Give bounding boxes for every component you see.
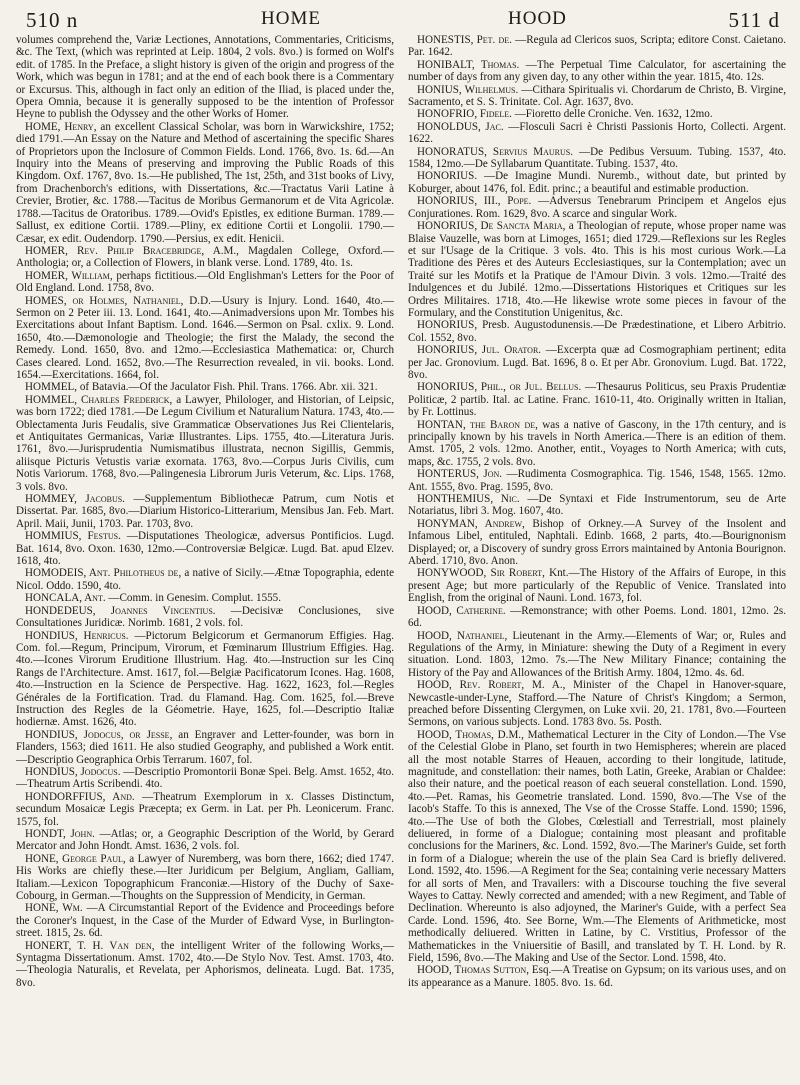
entry-text: an Engraver and Letter-founder, was born in Flanders, 1563; died 1611. He also studied Geography, and published a Work entit.—Descriptio Geographica Orbis Terrarum. 1607, fol. bbox=[16, 728, 394, 766]
entry-text: —Flosculi Sacri è Christi Passionis Horto, Collecti. Argent. 1622. bbox=[408, 120, 786, 146]
dictionary-entry bbox=[408, 419, 786, 469]
entry-heading: HONORIUS, Jul. Orator. bbox=[417, 344, 542, 357]
entry-text: —Thesaurus Politicus, seu Praxis Prudentiæ Politicæ, 2 partib. Ital. ac Latine. Franc. 1610-11, 4to. Originally written in Italian, by Fr. Lottinus. bbox=[408, 381, 786, 419]
entry-heading: HONORIUS, De Sancta Maria, bbox=[417, 220, 566, 233]
entry-heading: HONDORFFIUS, And. bbox=[25, 790, 135, 803]
dictionary-entry bbox=[408, 381, 786, 418]
dictionary-entry bbox=[408, 493, 786, 518]
entry-heading: HOOD, Catherine. bbox=[417, 604, 506, 617]
entry-heading: HONTHEMIUS, Nic. bbox=[417, 493, 520, 506]
entry-heading: HONDIUS, Jodocus. bbox=[25, 765, 121, 778]
entry-text: —Atlas; or, a Geographic Description of the World, by Gerard Mercator and John Hondt. Amst. 1636, 2 vols. fol. bbox=[16, 828, 395, 853]
dictionary-entry bbox=[16, 530, 394, 567]
dictionary-entry bbox=[408, 679, 786, 729]
dictionary-entry bbox=[408, 195, 786, 220]
entry-heading: HONE, Wm. bbox=[25, 902, 83, 915]
entry-text: D.D.—Usury is Injury. Lond. 1640, 4to.—Sermon on 2 Peter iii. 13. Lond. 1641, 4to.—Animadversions upon Mr. Tombes his Exercitations about Infant Baptism. Lond. 1646.—Sermon on Psal. cxlix. 9. Lond. 1650, 4to.—Dæmonologie and Theologie; the first the Malady, the second the Remedy. Lond. 1650, 8vo. and 12mo.—Ecclesiastica Mathematica: or, Church Cases cleared. Lond. 1652, 8vo.—The Resurrection revealed, in vii. books. Lond. 1654.—Exercitations. 1664, fol. bbox=[16, 294, 394, 381]
dictionary-entry bbox=[16, 940, 394, 990]
dictionary-entry bbox=[408, 146, 786, 171]
entry-heading: HOMODEIS, Ant. Philotheus de, bbox=[25, 567, 182, 580]
entry-heading: HONORIUS, Phil., or Jul. Bellus. bbox=[417, 381, 582, 394]
entry-heading: HONCALA, Ant. bbox=[25, 592, 106, 605]
dictionary-entry bbox=[16, 853, 394, 903]
entry-heading: HOMES, or Holmes, Nathaniel, bbox=[25, 294, 184, 307]
entry-heading: HONDT, John. bbox=[25, 828, 95, 840]
entry-heading: HOOD, Rev. Robert, bbox=[417, 679, 525, 692]
entry-text: —Rudimenta Cosmographica. Tig. 1546, 1548, 1565. 12mo. Ant. 1555, 8vo. Prag. 1595, 8vo. bbox=[408, 468, 786, 493]
page-number-left: 510 n bbox=[26, 8, 79, 32]
dictionary-entry bbox=[408, 605, 786, 630]
entry-text: Bishop of Orkney.—A Survey of the Insolent and Infamous Libel, entituled, Naphtali. Edinb. 1668, 2 parts, 4to.—Bourignonism Displayed; or, a Discovery of sundry gross Errors maintained by Antonia Bourignon. Aberd. 1710, 8vo. Anon. bbox=[408, 517, 786, 568]
entry-text: was a native of Gascony, in the 17th century, and is principally known by his travels in North America.—There is an edition of them. Amst. 1705, 2 vols. 12mo. Another, entit., Voyages to North America; with cuts, maps, &c. 1755, 2 vols. 8vo. bbox=[408, 418, 786, 468]
dictionary-entry bbox=[16, 394, 394, 493]
running-head-left: HOME bbox=[261, 8, 321, 29]
entry-text: a Lawyer of Nuremberg, was born there, 1662; died 1747. His Works are chiefly these.—Iter Juridicum per Belgium, Angliam, Galliam, Italiam.—Lexicon Topographicum Franconiæ.—History of the Duchy of Saxe-Cobourg, in German.—Thoughts on the Suppression of Mendicity, in German. bbox=[16, 852, 394, 903]
entry-text: Lieutenant in the Army.—Elements of War; or, Rules and Regulations of the Army, in Miniature: shewing the Duty of a Regiment in every situation. Lond. 1803, 12mo. 7s.—The New Military Finance; containing the History of the Pay and Allowances of the British Army. 1804, 12mo. 4s. 6d. bbox=[408, 629, 786, 679]
entry-heading: HONTERUS, Jon. bbox=[417, 468, 503, 481]
dictionary-entry bbox=[16, 902, 394, 939]
dictionary-entry bbox=[16, 567, 394, 592]
entry-text: —Fioretto delle Croniche. Ven. 1632, 12mo. bbox=[514, 108, 713, 121]
entry-heading: HOOD, Thomas, bbox=[417, 728, 494, 741]
entry-text: —Supplementum Bibliothecæ Patrum, cum Notis et Dissertat. Par. 1685, 8vo.—Diarium Historico-Litterarium, Mensibus Jan. Feb. Mart. April. Maii, Junii, 1703. Par. 1703, 8vo. bbox=[16, 493, 395, 530]
entry-heading: HONTAN, the Baron de, bbox=[417, 418, 538, 431]
dictionary-entry bbox=[16, 121, 394, 245]
dictionary-entry bbox=[408, 121, 786, 146]
dictionary-entry bbox=[408, 518, 786, 568]
entry-heading: HOMMEL, bbox=[25, 381, 78, 394]
entry-text: the intelligent Writer of the following Works,—Syntagma Dissertationum. Amst. 1702, 4to.—De Stylo Nov. Test. Amst. 1703, 4to.—Theologia Naturalis, et Revelata, per Aphorismos, delineata. Lugd. Bat. 1735, 8vo. bbox=[16, 939, 394, 989]
entry-text: Knt.—The History of the Affairs of Europe, in this present Age; but more particularly of the Republic of Venice. Translated into English, from the original of Nauni. Lond. 1673, fol. bbox=[408, 567, 786, 605]
dictionary-entry bbox=[408, 34, 786, 59]
dictionary-entry bbox=[16, 295, 394, 382]
dictionary-entry bbox=[408, 170, 786, 195]
dictionary-entry bbox=[16, 381, 394, 393]
dictionary-entry bbox=[16, 245, 394, 270]
entry-text: —Pictorum Belgicorum et Germanorum Effigies. Hag. Com. fol.—Regum, Principum, Virorum, et Fœminarum Illustrium Effigies. Hag. 4to.—Icones Virorum Eruditione Illustrium. Hag. 4to.—Instruction sur les Cinq Rangs de l'Architecture. Amst. 1617, fol.—Belgiæ Pacificatorum Icones. Hag. 1608, 4to.—Instruction en la Science de Perspective. Hag. 1622, 1623, fol.—Regles Générales de la Fortification. Trad. du Flamand. Hag. Com. 1625, fol.—Breve Instruction des Regles de la Géometrie. Haye, 1625, fol.—Descriptio Italiæ hodiernæ. Amst. 1626, 4to. bbox=[16, 629, 394, 729]
right-column bbox=[408, 34, 786, 989]
entry-heading: HONESTIS, Pet. de. bbox=[417, 34, 512, 46]
dictionary-entry bbox=[16, 791, 394, 828]
dictionary-entry bbox=[16, 605, 394, 630]
dictionary-entry bbox=[408, 964, 786, 989]
entry-heading: HONIBALT, Thomas. bbox=[417, 58, 520, 71]
entry-text: —Decisivæ Conclusiones, sive Consultationes Juridicæ. Norimb. 1681, 2 vols. fol. bbox=[16, 604, 395, 630]
dictionary-entry bbox=[16, 493, 394, 530]
dictionary-entry bbox=[408, 220, 786, 319]
entry-text: Esq.—A Treatise on Gypsum; on its various uses, and on its appearance as a Manure. 1805. 8vo. 1s. 6d. bbox=[408, 964, 787, 989]
dictionary-entry bbox=[408, 729, 786, 965]
dictionary-entry bbox=[408, 84, 786, 109]
entry-heading: HONE, George Paul, bbox=[25, 852, 126, 865]
entry-heading: HONORIUS. bbox=[417, 170, 478, 183]
entry-heading: HOMER, Rev. Philip Bracebridge, bbox=[25, 244, 205, 257]
dictionary-entry bbox=[16, 729, 394, 766]
left-column bbox=[16, 34, 394, 989]
entry-heading: HONORATUS, Servius Maurus. bbox=[417, 145, 574, 158]
entry-text: —Theatrum Exemplorum in x. Classes Distinctum, secundum Mosaicæ Legis Præcepta; ex Germ. in Lat. per Ph. Leonicerum. Franc. 1575, fol. bbox=[16, 790, 394, 828]
dictionary-entry bbox=[408, 630, 786, 680]
dictionary-entry bbox=[16, 34, 394, 121]
entry-text: —Adversus Tenebrarum Principem et Angelos ejus Conjurationes. Rom. 1629, 8vo. A scarce and singular Work. bbox=[408, 195, 787, 220]
dictionary-entry bbox=[16, 766, 394, 791]
entry-heading: HOMMIUS, Festus. bbox=[25, 530, 121, 543]
dictionary-entry bbox=[408, 468, 786, 493]
dictionary-entry bbox=[16, 592, 394, 604]
dictionary-entry bbox=[16, 828, 394, 853]
entry-text: perhaps fictitious.—Old Englishman's Letters for the Poor of Old England. Lond. 1758, 8vo. bbox=[16, 269, 394, 295]
entry-text: —A Circumstantial Report of the Evidence and Proceedings before the Coroner's Inquest, in the Case of the Murder of Edward Vyse, in Burlington-street. 1815, 2s. 6d. bbox=[16, 902, 395, 940]
entry-heading: HOMMEL, Charles Frederick, bbox=[25, 393, 173, 406]
entry-heading: HONDIUS, Jodocus, or Jesse, bbox=[25, 728, 173, 741]
entry-heading: HONIUS, Wilhelmus. bbox=[417, 83, 519, 96]
dictionary-entry bbox=[408, 108, 786, 120]
entry-text: M. A., Minister of the Chapel in Hanover-square, Newcastle-under-Lyne, Stafford.—The Nature of Christ's Kingdom; a Sermon, preached before Dissenting Clergymen, on Luke xvii. 20, 21. 1781, 8vo.—Fourteen Sermons, on various subjects. Lond. 1783 8vo. 5s. Posth. bbox=[408, 679, 786, 729]
entry-text: —Descriptio Promontorii Bonæ Spei. Belg. Amst. 1652, 4to.—Theatrum Artis Scribendi. 4to. bbox=[16, 765, 394, 791]
dictionary-entry bbox=[408, 344, 786, 381]
entry-heading: HONORIUS, III., Pope. bbox=[417, 195, 532, 208]
entry-text: —Excerpta quæ ad Cosmographiam pertinent; edita per Jac. Gronovium. Lugd. Bat. 1696, 8 o. Et per Abr. Gronovium. Lugd. Bat. 1722, 8vo. bbox=[408, 344, 787, 381]
entry-heading: HOME, Henry, bbox=[25, 120, 97, 133]
entry-heading: HONYWOOD, Sir Robert, bbox=[417, 567, 545, 580]
entry-text: A.M., Magdalen College, Oxford.—Anthologia; or, a Collection of Flowers, in blank verse. Lond. 1789, 4to. 1s. bbox=[16, 244, 394, 270]
entry-heading: HONORIUS, bbox=[417, 319, 478, 332]
entry-text: —De Pedibus Versuum. Tubing. 1537, 4to. 1584, 12mo.—De Syllabarum Quantitate. Tubing. 1537, 4to. bbox=[408, 145, 786, 171]
entry-heading: HONOFRIO, Fidele. bbox=[417, 108, 512, 121]
dictionary-entry bbox=[16, 630, 394, 729]
entry-text: —The Perpetual Time Calculator, for ascertaining the number of days from any given day, to any other within the year. 1815, 4to. 12s. bbox=[408, 58, 786, 84]
entry-text: —Regula ad Clericos suos, Scripta; editore Const. Caietano. Par. 1642. bbox=[408, 34, 786, 59]
entry-heading: HONDEDEUS, Joannes Vincentius. bbox=[25, 604, 216, 617]
entry-text: —Disputationes Theologicæ, adversus Pontificios. Lugd. Bat. 1614, 8vo. Oxon. 1630, 12mo.—Controversiæ Belgicæ. Lugd. Bat. apud Elzev. 1618, 4to. bbox=[16, 530, 394, 568]
entry-heading: HONDIUS, Henricus. bbox=[25, 629, 129, 642]
running-head-right: HOOD bbox=[508, 8, 567, 29]
entry-text: a Theologian of repute, whose proper name was Blaise Vauzelle, was born at Limoges, 1651; died 1729.—Reflexions sur les Regles et sur l'Usage de la Critique. 3 vols. 4to. This is his most curious Work.—La Traditione des Pères et des Auteurs Ecclesiastiques, sur la Contemplation; avec un Traité sur les Motifs et la Pratique de l'Amour Divin. 3 vols. 12mo.—Traité des Indulgences et du Jubilé. 12mo.—Dissertations Historiques et Critiques sur les Ordres Militaires. 1718, 4to.—He likewise wrote some pieces in favour of the Formulary, and the Constitution Unigenitus, &c. bbox=[408, 220, 786, 319]
entry-text: —De Syntaxi et Fide Instrumentorum, seu de Arte Notariatus, libri 3. Mog. 1607, 4to. bbox=[408, 493, 786, 518]
entry-text: an excellent Classical Scholar, was born in Warwickshire, 1752; died 1791.—An Essay on the Nature and Method of ascertaining the specific Shares of Proprietors upon the Inclosure of Common Fields. Lond. 1766, 8vo. 1s. 6d.—An Inquiry into the Means of preserving and improving the Public Roads of this Kingdom. Oxf. 1767, 8vo. 1s.—He published, The 1st, 25th, and 31st books of Livy, from Drachenborch's editions, with Dissertations, &c.—Tractatus Varii Latine à Crevier, Brotier, &c. 1788.—Tacitus de Moribus Germanorum et de Vita Agricolæ. 1788.—Tacitus de Oratoribus. 1789.—Ovid's Epistles, ex editione Burman. 1789.—Sallust, ex editione Cortii. 1789.—Pliny, ex editione Cortii et Longolii. 1790.—Cæsar, ex edit. Oudendorp. 1790.—Persius, ex edit. Henicii. bbox=[16, 120, 394, 245]
dictionary-entry bbox=[408, 567, 786, 604]
text-columns bbox=[16, 34, 786, 989]
entry-text: of Batavia.—Of the Jaculator Fish. Phil. Trans. 1766. Abr. xii. 321. bbox=[79, 381, 378, 394]
entry-heading: HOOD, Nathaniel, bbox=[417, 629, 508, 642]
entry-heading: HONOLDUS, Jac. bbox=[417, 120, 504, 133]
entry-text: —Comm. in Genesim. Complut. 1555. bbox=[108, 592, 281, 605]
running-header bbox=[16, 6, 786, 34]
dictionary-entry bbox=[16, 270, 394, 295]
entry-text: Presb. Augustodunensis.—De Prædestinatione, et Libero Arbitrio. Col. 1552, 8vo. bbox=[408, 319, 786, 344]
entry-text: a native of Sicily.—Ætnæ Topographia, edente Nicol. Oddo. 1590, 4to. bbox=[16, 567, 394, 592]
dictionary-entry bbox=[408, 319, 786, 344]
entry-text: —De Imagine Mundi. Nuremb., without date, but printed by Koburger, about 1476, fol. Edit. princ.; a beautiful and estimable production. bbox=[408, 170, 786, 195]
entry-heading: HOMMEY, Jacobus. bbox=[25, 493, 125, 506]
entry-text: D.M., Mathematical Lecturer in the City of London.—The Vse of the Celestial Globe in Plano, set fourth in two Hemispheres; wherein are placed all the most notable Starres of Heauen, according to their longitude, latitude, magnitude, and constellation: their names, both Latin, Greeke, Arabian or Chaldee: also their nature, and the poetical reason of each seueral constellation. Lond. 1590, 4to.—Pet. Ramas, his Geometrie translated. Lond. 1590, 8vo.—The Vse of the Iacob's Staffe. To this is annexed, The Vse of the Crosse Staffe. Lond. 1590; 1596, 4to.—The Use of both the Globes, Cœlestiall and Terrestriall, most plainely deliuered, in forme of a Dialogue; containing most pleasant and profitable conclusions for the Mariners, &c. Lond. 1592, 8vo.—The Mariner's Guide, set forth in form of a Dialogue; wherein the use of the plain Sea Card is briefly delivered. Lond. 1592, 4to. 1596.—A Regiment for the Sea; containing verie necessary Matters for all sorts of Men, and Travailers: with a Discourse touching the five several Wayes to Cattay. Newly corrected and amended; with a new Regiment, and Table of Declination. Whereunto is also adjoyned, the Mariner's Guide, with a perfect Sea Carde. Lond. 1596, 4to. See Borne, Wm.—The Elements of Arithmeticke, most methodically deliuered. Written in Latine, by C. Vrstitius, Professor of the Mathematickes in the Vniuersitie of Basill, and translated by T. H. Lond. by R. Field, 1596, 8vo.—The Making and Use of the Sector. Lond. 1598, 4to. bbox=[408, 728, 786, 965]
entry-heading: HOOD, Thomas Sutton, bbox=[417, 964, 529, 977]
entry-text: —Remonstrance; with other Poems. Lond. 1801, 12mo. 2s. 6d. bbox=[408, 604, 786, 630]
page-number-right: 511 d bbox=[728, 8, 780, 32]
entry-heading: HONYMAN, Andrew, bbox=[417, 517, 525, 530]
dictionary-entry bbox=[408, 59, 786, 84]
entry-text: —Cithara Spiritualis vi. Chordarum de Christo, B. Virgine, Sacramento, et S. S. Trinitate. Col. Agr. 1637, 8vo. bbox=[408, 83, 786, 109]
entry-heading: HONERT, T. H. Van den, bbox=[25, 939, 155, 952]
entry-text: a Lawyer, Philologer, and Historian, of Leipsic, was born 1722; died 1781.—De Legum Civilium et Naturalium Natura. 1743, 4to.—Oblectamenta Juris Feudalis, sive Grammaticæ Observationes Jus Rei Clientelaris, et Antiquitates Germanicas, Variæ Illustrantes. Lips. 1755, 4to.—Literatura Juris. 1761, 8vo.—Jurisprudentia Numismatibus illustrata, necnon Sigillis, Gemmis, aliisque Picturis Vetustis variæ exornata. 1763, 8vo.—Corpus Juris Civilis, cum Notis Variorum. 1768, 8vo.—Palingenesia Librorum Juris Veterum, &c. Lips. 1768, 3 vols. 8vo. bbox=[16, 393, 394, 493]
entry-text: volumes comprehend the, Variæ Lectiones, Annotations, Commentaries, Criticisms, &c. The Text, (which was reprinted at Leip. 1804, 2 vols. 8vo.) is formed on Wolf's edit. of 1785. In the Preface, a slight history is given of the origin and progress of the Work, which was begun in 1781; and at the end of each book there is a Commentary or Excursus. This, although in fact only an edition of the Iliad, is placed under the, Opera Omnia, because it is generally supposed to be the intention of Professor Heyne to publish the Odyssey and the other Works of Homer. bbox=[16, 34, 394, 121]
entry-heading: HOMER, William, bbox=[25, 269, 113, 282]
